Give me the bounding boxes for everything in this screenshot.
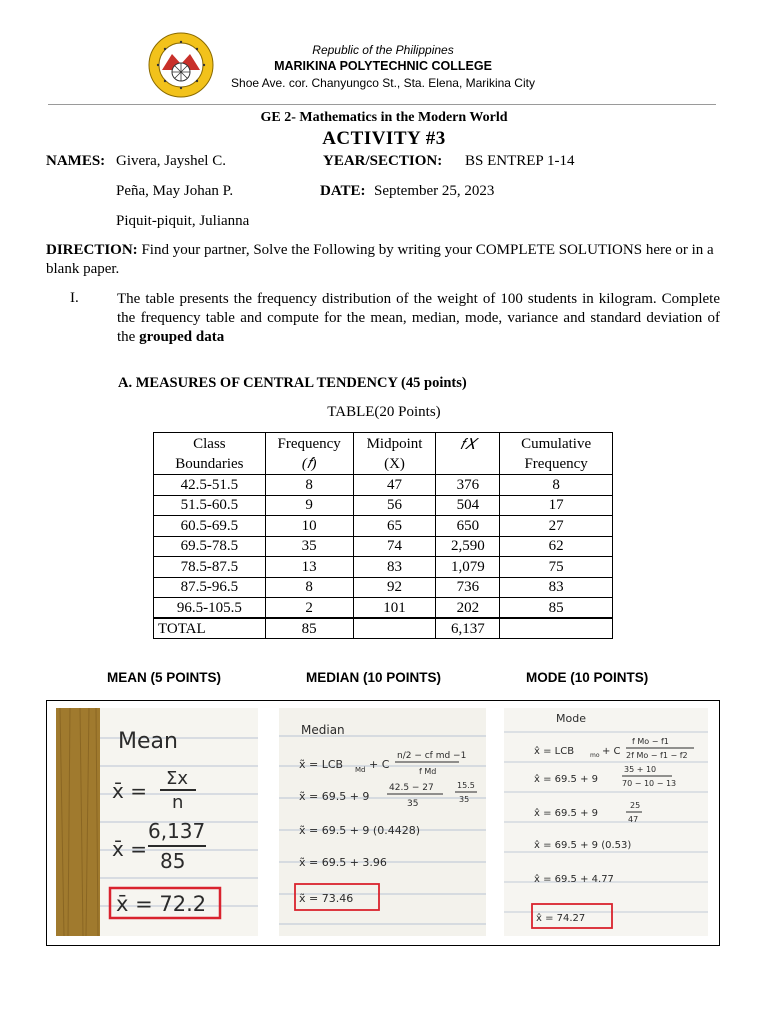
median-section-label: MEDIAN (10 POINTS): [306, 670, 442, 685]
cell-fx: 202: [436, 598, 500, 619]
cell-cumulative: 75: [500, 557, 613, 578]
name-3: Piquit-piquit, Julianna: [116, 213, 250, 229]
cell-fx: 376: [436, 475, 500, 496]
median-photo-line1: x̃ = LCB: [299, 758, 344, 771]
cell-fx: 1,079: [436, 557, 500, 578]
mode-photo-line2-num: 35 + 10: [624, 765, 657, 774]
cell-midpoint: 56: [353, 495, 436, 516]
table-row: [154, 516, 613, 537]
cell-midpoint: 74: [353, 536, 436, 557]
mode-photo-line3-num: 25: [630, 801, 641, 810]
item-paragraph: [117, 290, 720, 347]
cell-class: 60.5-69.5: [154, 516, 266, 537]
mode-photo-line1-den: 2f Mo − f1 − f2: [626, 751, 688, 760]
table-row: [154, 598, 613, 619]
name-1: Givera, Jayshel C.: [116, 153, 226, 169]
mode-photo-line3-den: 47: [628, 815, 639, 824]
mode-photo-line5: x̂ = 69.5 + 4.77: [534, 874, 614, 885]
activity-title: ACTIVITY #3: [322, 128, 446, 149]
median-photo-answer: x̃ = 73.46: [299, 892, 354, 905]
median-photo-line2-den: 35: [407, 799, 419, 809]
mode-photo-line1-tail: + C: [602, 746, 621, 757]
col-header-frequency: Frequency (𝑓): [265, 433, 353, 475]
year-section-value: BS ENTREP 1-14: [465, 153, 575, 169]
direction-text: Find your partner, Solve the Following by writing your COMPLETE SOLUTIONS here or in a blank paper.: [46, 242, 714, 277]
section-a-heading: A. MEASURES OF CENTRAL TENDENCY (45 points): [118, 375, 467, 391]
cell-class: 69.5-78.5: [154, 536, 266, 557]
cell-class: 51.5-60.5: [154, 495, 266, 516]
table-row: [154, 536, 613, 557]
mean-photo-line2-den: 85: [160, 849, 186, 873]
item-bold-text: grouped data: [139, 329, 225, 345]
year-section-label: YEAR/SECTION:: [323, 153, 443, 169]
table-row: [154, 475, 613, 496]
republic-line: Republic of the Philippines: [312, 43, 454, 57]
cell-cumulative: 83: [500, 577, 613, 598]
mode-photo-answer: x̂ = 74.27: [536, 913, 586, 924]
cell-midpoint: 83: [353, 557, 436, 578]
median-photo-line2-num: 42.5 − 27: [389, 783, 434, 793]
cell-cumulative: 62: [500, 536, 613, 557]
names-label: NAMES:: [46, 153, 106, 169]
col-header-cumulative-frequency: Cumulative Frequency: [500, 433, 613, 475]
median-photo-side-num: 15.5: [457, 781, 475, 790]
cell-midpoint: 47: [353, 475, 436, 496]
cell-class: 78.5-87.5: [154, 557, 266, 578]
cell-frequency: 8: [265, 577, 353, 598]
median-photo-line1-tail: + C: [369, 758, 390, 771]
direction-label: DIRECTION:: [46, 242, 138, 258]
cell-class: 87.5-96.5: [154, 577, 266, 598]
median-photo-line2: x̃ = 69.5 + 9: [299, 790, 370, 803]
mode-photo-title: Mode: [556, 712, 586, 725]
date-value: September 25, 2023: [374, 183, 495, 199]
mode-photo-line2-den: 70 − 10 − 13: [622, 779, 677, 788]
cell-frequency: 9: [265, 495, 353, 516]
median-photo-line4: x̃ = 69.5 + 3.96: [299, 856, 387, 869]
college-name: MARIKINA POLYTECHNIC COLLEGE: [274, 59, 492, 73]
cell-frequency: 10: [265, 516, 353, 537]
cell-fx: 650: [436, 516, 500, 537]
col-header-class-boundaries: Class Boundaries: [154, 433, 266, 475]
cell-frequency: 8: [265, 475, 353, 496]
median-photo-line1-sub: Md: [355, 766, 366, 774]
table-header-row: [154, 433, 613, 475]
cell-midpoint: 101: [353, 598, 436, 619]
direction-paragraph: [46, 241, 724, 279]
total-fx: 6,137: [436, 618, 500, 639]
letterhead: [0, 30, 768, 100]
median-photo-title: Median: [301, 723, 345, 737]
mean-photo-line2-lhs: x̄ =: [112, 837, 147, 861]
cell-frequency: 35: [265, 536, 353, 557]
mode-photo-line1: x̂ = LCB: [534, 746, 575, 757]
college-address: Shoe Ave. cor. Chanyungco St., Sta. Elena, Marikina City: [231, 76, 535, 90]
col-header-fx: 𝑓𝑋: [436, 433, 500, 475]
table-row: [154, 495, 613, 516]
cell-fx: 2,590: [436, 536, 500, 557]
median-photo-side-den: 35: [459, 795, 470, 804]
median-photo-line3: x̃ = 69.5 + 9 (0.4428): [299, 824, 420, 837]
cell-frequency: 2: [265, 598, 353, 619]
cell-fx: 504: [436, 495, 500, 516]
mode-photo-line1-num: f Mo − f1: [632, 737, 669, 746]
item-text: The table presents the frequency distribution of the weight of 100 students in kilogram. Complete the frequency table and compute for the mean, median, mode, variance and standard deviation of the: [117, 291, 720, 345]
frequency-table: [153, 432, 613, 639]
total-midpoint: [353, 618, 436, 639]
mean-photo-line1-den: n: [172, 792, 184, 813]
total-label: TOTAL: [154, 618, 266, 639]
total-frequency: 85: [265, 618, 353, 639]
mean-section-label: MEAN (5 POINTS): [107, 670, 222, 685]
median-solution-photo: [279, 708, 486, 936]
mode-photo-line4: x̂ = 69.5 + 9 (0.53): [534, 840, 632, 851]
course-title: GE 2- Mathematics in the Modern World: [260, 110, 508, 125]
cell-frequency: 13: [265, 557, 353, 578]
table-row: [154, 577, 613, 598]
cell-fx: 736: [436, 577, 500, 598]
mode-solution-photo: [504, 708, 708, 936]
mean-photo-line1-num: Σx: [166, 768, 189, 789]
mode-photo-line3: x̂ = 69.5 + 9: [534, 808, 599, 819]
total-cumulative: [500, 618, 613, 639]
mean-solution-photo: [56, 708, 258, 936]
cell-class: 42.5-51.5: [154, 475, 266, 496]
college-seal-logo: [148, 32, 214, 98]
median-photo-line1-den: f Md: [419, 767, 437, 776]
table-row: [154, 557, 613, 578]
mean-photo-answer: x̄ = 72.2: [116, 892, 207, 916]
header-divider: [48, 104, 716, 105]
cell-midpoint: 65: [353, 516, 436, 537]
mean-photo-title: Mean: [118, 729, 178, 754]
mode-photo-line2: x̂ = 69.5 + 9: [534, 774, 599, 785]
mode-section-label: MODE (10 POINTS): [526, 670, 649, 685]
cell-cumulative: 27: [500, 516, 613, 537]
cell-cumulative: 85: [500, 598, 613, 619]
cell-cumulative: 8: [500, 475, 613, 496]
median-photo-line1-num: n/2 − cf md −1: [397, 751, 467, 761]
table-total-row: [154, 618, 613, 639]
item-number: I.: [70, 290, 79, 306]
cell-cumulative: 17: [500, 495, 613, 516]
date-label: DATE:: [320, 183, 366, 199]
cell-class: 96.5-105.5: [154, 598, 266, 619]
mode-photo-line1-sub: mo: [590, 752, 600, 759]
name-2: Peña, May Johan P.: [116, 183, 234, 199]
mean-photo-line1-lhs: x̄ =: [112, 779, 147, 803]
col-header-midpoint: Midpoint (X): [353, 433, 436, 475]
mean-photo-line2-num: 6,137: [148, 819, 206, 843]
cell-midpoint: 92: [353, 577, 436, 598]
table-caption: TABLE(20 Points): [327, 404, 441, 420]
